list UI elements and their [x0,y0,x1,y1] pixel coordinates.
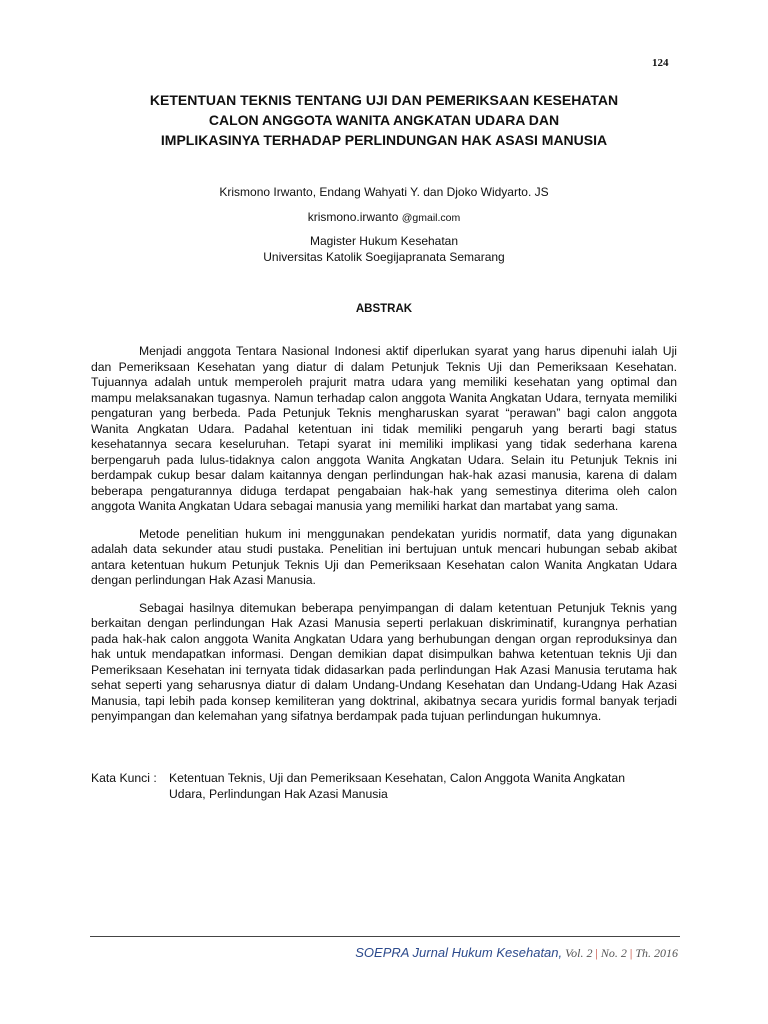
keywords-text-1: Ketentuan Teknis, Uji dan Pemeriksaan Kesehatan, Calon Anggota Wanita Angkatan [169,771,625,785]
affiliation-line-2: Universitas Katolik Soegijapranata Semarang [263,250,505,264]
footer-rule [90,936,680,937]
journal-footer [0,945,678,961]
affiliation-line-1: Magister Hukum Kesehatan [309,234,459,248]
email-user: krismono.irwanto [307,210,399,224]
abstract-paragraph-2: Metode penelitian hukum ini menggunakan pendekatan yuridis normatif, data yang digunakan adalah data sekunder atau studi pustaka. Penelitian ini bertujuan untuk mencari hubungan sebab akibat antara ketentuan hukum Petunjuk Teknis Uji dan Pemeriksaan Kesehatan calon Wanita Angkatan Udara dengan perlindungan Hak Azasi Manusia. [91,526,677,587]
authors: Krismono Irwanto, Endang Wahyati Y. dan Djoko Widyarto. JS [219,185,549,199]
footer-separator-1: | [595,946,598,960]
paper-title [80,90,688,150]
email-domain: @gmail.com [401,212,461,224]
page-number: 124 [652,57,669,69]
journal-volume: Vol. 2 [565,946,593,960]
journal-year: Th. 2016 [635,946,678,960]
abstract-paragraph-1: Menjadi anggota Tentara Nasional Indonesi aktif diperlukan syarat yang harus dipenuhi ialah Uji dan Pemeriksaan Kesehatan yang diatur di dalam Petunjuk Teknis Uji dan Pemeriksaan Kesehatan. Tujuannya adalah untuk memperoleh prajurit matra udara yang memiliki kesehatan yang optimal dan mampu melaksanakan tugasnya. Namun terhadap calon anggota Wanita Angkatan Udara, ternyata memiliki pengaturan yang berbeda. Pada Petunjuk Teknis mengharuskan syarat “perawan” bagi calon anggota Wanita Angkatan Udara. Padahal ketentuan ini tidak memiliki pengaruh yang berarti bagi status kesehatannya secara keseluruhan. Tetapi syarat ini memiliki implikasi yang tidak sederhana karena berpengaruh pada lulus-tidaknya calon anggota Wanita Angkatan Udara. Selain itu Petunjuk Teknis ini berdampak cukup besar dalam kaitannya dengan perlindungan hak-hak azasi manusia, karena di dalam beberapa pengaturannya diduga terdapat pengabaian hak-hak yang semestinya diterima oleh calon anggota Wanita Angkatan Udara sebagai manusia yang memiliki harkat dan martabat yang sama. [91,344,677,513]
author-email [0,209,768,226]
title-line-2: CALON ANGGOTA WANITA ANGKATAN UDARA DAN [208,112,560,128]
abstract-heading: ABSTRAK [355,303,413,315]
journal-name: SOEPRA Jurnal Hukum Kesehatan, [355,945,563,960]
keywords-label: Kata Kunci : [91,771,157,785]
affiliation [0,233,768,265]
title-line-3: IMPLIKASINYA TERHADAP PERLINDUNGAN HAK ASASI MANUSIA [160,132,608,148]
keywords-line-1 [91,770,691,786]
abstract-body [91,344,677,737]
abstract-paragraph-3: Sebagai hasilnya ditemukan beberapa penyimpangan di dalam ketentuan Petunjuk Teknis yang berkaitan dengan perlindungan Hak Azasi Manusia seperti perlakuan diskriminatif, kurangnya perhatian pada hak-hak calon anggota Wanita Angkatan Udara yang berhubungan dengan organ reproduksinya dan hak untuk mendapatkan informasi. Dengan demikian dapat disimpulkan bahwa ketentuan teknis Uji dan Pemeriksaan Kesehatan ini ternyata tidak didasarkan pada perlindungan Hak Azasi Manusia terutama hak sehat seperti yang seharusnya diatur di dalam Undang-Undang Kesehatan dan Undang-Udang Hak Azasi Manusia, tapi lebih pada konsep kemiliteran yang doktrinal, akibatnya secara yuridis formal banyak terjadi penyimpangan dan kelemahan yang sifatnya berdampak pada tujuan perlindungan hukumnya. [91,600,677,723]
title-line-1: KETENTUAN TEKNIS TENTANG UJI DAN PEMERIKSAAN KESEHATAN [149,92,619,108]
footer-separator-2: | [629,946,633,960]
keywords-text-2: Udara, Perlindungan Hak Azasi Manusia [169,787,388,801]
keywords [91,770,691,802]
journal-number: No. 2 [600,946,627,960]
